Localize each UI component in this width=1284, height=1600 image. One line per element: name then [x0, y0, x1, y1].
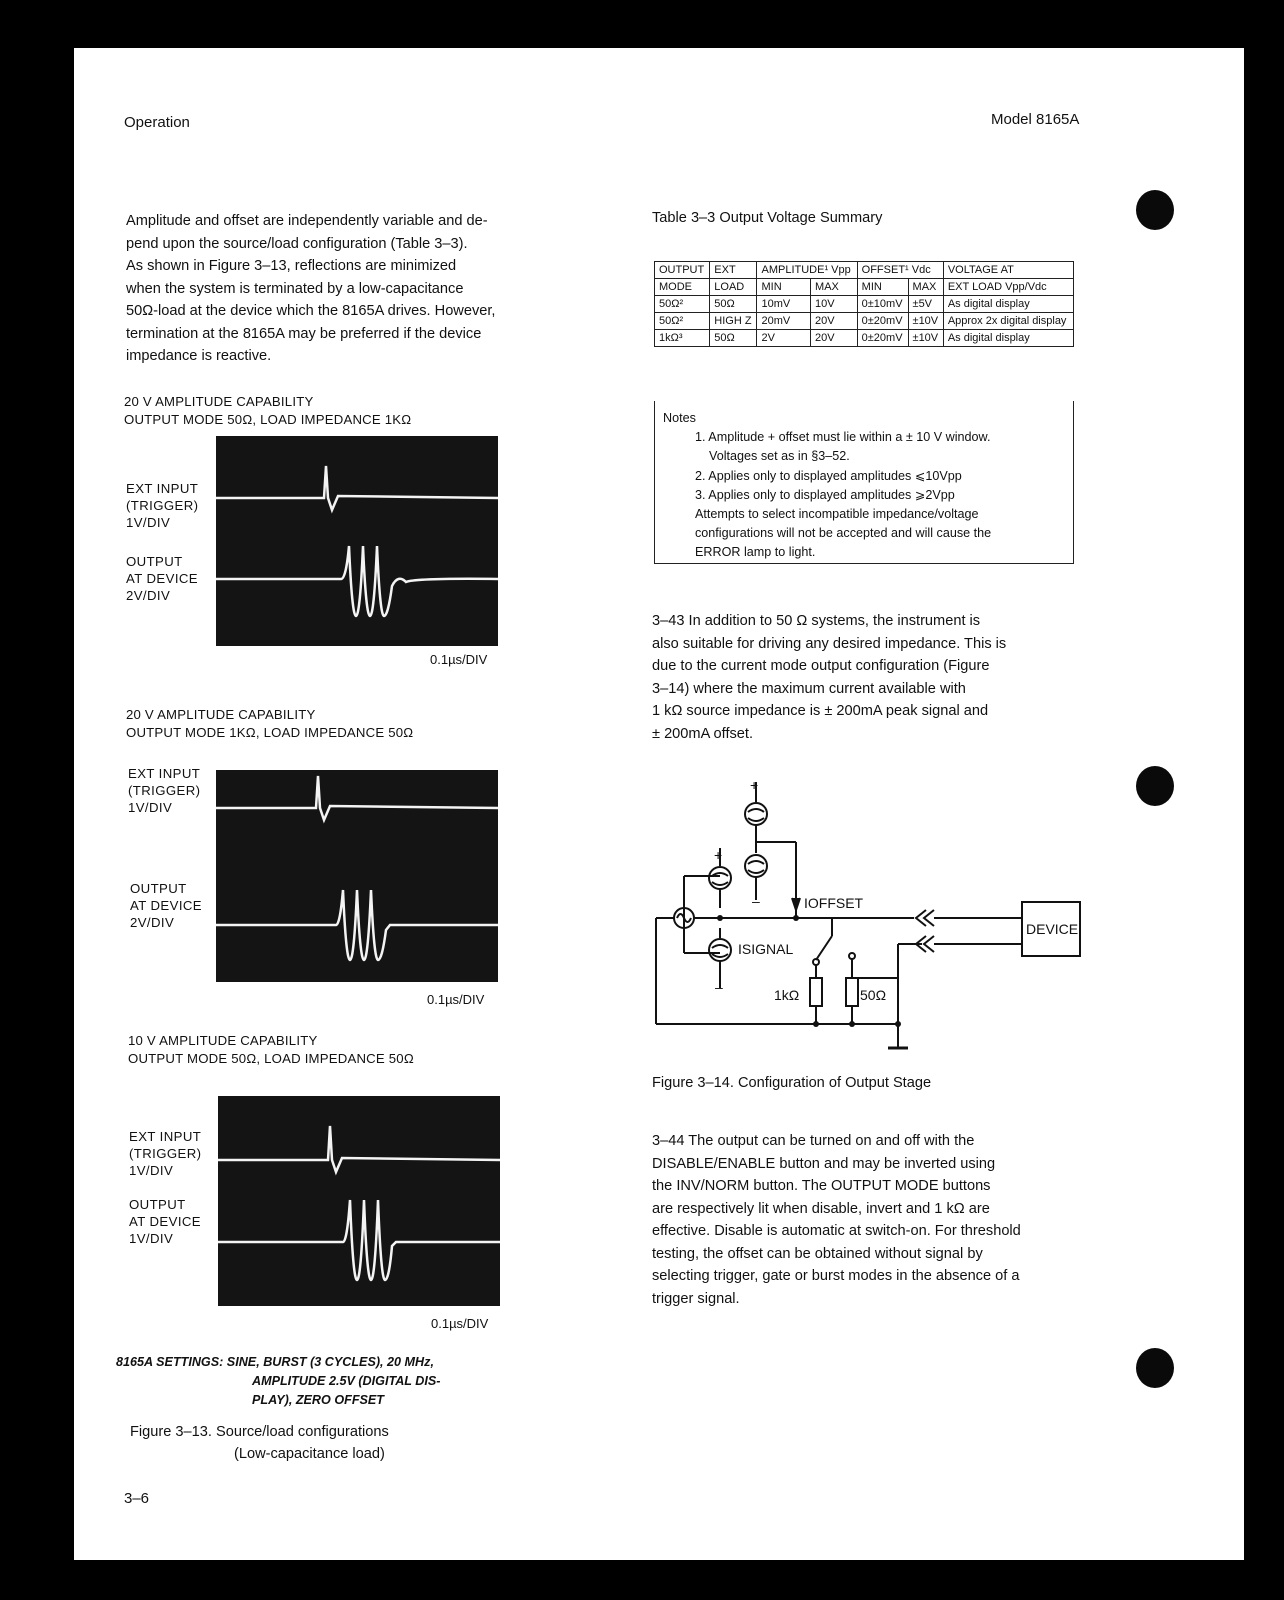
- label-line: (TRIGGER): [126, 498, 199, 513]
- table-notes: [654, 401, 1074, 564]
- manual-page: [74, 48, 1244, 1560]
- offset-current-label: IOFFSET: [804, 895, 864, 911]
- scope-2-ch1-label: [128, 765, 200, 816]
- caption-line: Figure 3–13. Source/load configurations: [130, 1424, 389, 1440]
- scope-3-title: [128, 1032, 414, 1068]
- table-row: [655, 313, 1074, 330]
- binder-hole-icon: [1136, 766, 1174, 806]
- table-cell: 0±10mV: [857, 296, 908, 313]
- label-line: AT DEVICE: [129, 1214, 201, 1229]
- text-line: Amplitude and offset are independently variable and de-: [126, 213, 488, 229]
- text-line: 3–14) where the maximum current available with: [652, 680, 966, 697]
- note-line: ERROR lamp to light.: [695, 545, 816, 560]
- text-line: ± 200mA offset.: [652, 725, 754, 742]
- plus-label-top: +: [750, 778, 759, 793]
- scope-1-timebase: 0.1µs/DIV: [430, 652, 488, 667]
- table-header-row: [655, 262, 1074, 279]
- text-line: pend upon the source/load configuration (Table 3–3).: [126, 235, 468, 252]
- table-caption: Table 3–3 Output Voltage Summary: [652, 210, 883, 226]
- label-line: 1V/DIV: [129, 1231, 174, 1246]
- text-line: DISABLE/ENABLE button and may be inverted using: [652, 1155, 996, 1172]
- text-line: 3–43 In addition to 50 Ω systems, the instrument is: [652, 613, 981, 629]
- table-cell: 50Ω²: [655, 313, 710, 330]
- binder-hole-icon: [1136, 190, 1174, 230]
- caption-line: (Low-capacitance load): [234, 1446, 385, 1462]
- scope-title-line: OUTPUT MODE 1KΩ, LOAD IMPEDANCE 50Ω: [126, 725, 414, 740]
- label-line: EXT INPUT: [126, 481, 199, 496]
- table-cell: 10V: [811, 296, 858, 313]
- note-line: 3. Applies only to displayed amplitudes ⩾2Vpp: [695, 487, 955, 502]
- oscilloscope-trace-1: [216, 436, 498, 646]
- table-header-cell: MODE: [655, 279, 710, 296]
- table-header-cell: VOLTAGE AT: [943, 262, 1073, 279]
- table-cell: ±10V: [908, 330, 943, 347]
- text-line: As shown in Figure 3–13, reflections are minimized: [126, 258, 457, 274]
- scope-3-ch2-label: [129, 1196, 201, 1247]
- paragraph-3-44: [652, 1130, 1102, 1310]
- note-line: Voltages set as in §3–52.: [709, 449, 850, 464]
- label-line: 1V/DIV: [126, 515, 171, 530]
- table-row: [655, 296, 1074, 313]
- scope-title-line: 20 V AMPLITUDE CAPABILITY: [124, 394, 314, 409]
- paragraph-3-43: [652, 610, 1092, 745]
- resistor-50-label: 50Ω: [860, 987, 887, 1003]
- text-line: 3–44 The output can be turned on and off with the: [652, 1133, 975, 1149]
- table-cell: 20mV: [757, 313, 811, 330]
- table-header-cell: EXT: [710, 262, 757, 279]
- table-header-cell: MIN: [757, 279, 811, 296]
- label-line: OUTPUT: [130, 881, 187, 896]
- label-line: AT DEVICE: [126, 571, 198, 586]
- table-header-cell: OFFSET¹ Vdc: [857, 262, 943, 279]
- table-cell: As digital display: [943, 296, 1073, 313]
- table-cell: ±10V: [908, 313, 943, 330]
- scope-3-timebase: 0.1µs/DIV: [431, 1316, 489, 1331]
- text-line: are respectively lit when disable, invert and 1 kΩ are: [652, 1200, 990, 1217]
- table-header-cell: MAX: [811, 279, 858, 296]
- scope-1-ch2-label: [126, 553, 198, 604]
- note-line: 2. Applies only to displayed amplitudes ⩽10Vpp: [695, 468, 962, 483]
- settings-line: AMPLITUDE 2.5V (DIGITAL DIS-: [252, 1374, 441, 1388]
- device-label: DEVICE: [1026, 921, 1079, 937]
- scope-2-timebase: 0.1µs/DIV: [427, 992, 485, 1007]
- settings-line: PLAY), ZERO OFFSET: [252, 1393, 385, 1407]
- table-cell: 20V: [811, 330, 858, 347]
- table-header-row: [655, 279, 1074, 296]
- label-line: EXT INPUT: [129, 1129, 202, 1144]
- scope-title-line: OUTPUT MODE 50Ω, LOAD IMPEDANCE 50Ω: [128, 1051, 414, 1066]
- table-cell: 50Ω: [710, 330, 757, 347]
- text-line: when the system is terminated by a low-capacitance: [126, 280, 464, 297]
- output-stage-circuit: [652, 778, 1092, 1058]
- table-cell: 2V: [757, 330, 811, 347]
- table-cell: 1kΩ³: [655, 330, 710, 347]
- table-row: [655, 330, 1074, 347]
- table-cell: 20V: [811, 313, 858, 330]
- header-section: Operation: [124, 114, 190, 131]
- text-line: termination at the 8165A may be preferred if the device: [126, 325, 482, 342]
- label-line: 1V/DIV: [128, 800, 173, 815]
- table-cell: 0±20mV: [857, 313, 908, 330]
- table-header-cell: EXT LOAD Vpp/Vdc: [943, 279, 1073, 296]
- oscilloscope-trace-2: [216, 770, 498, 982]
- table-cell: 50Ω: [710, 296, 757, 313]
- page-number: 3–6: [124, 1490, 150, 1507]
- scope-title-line: OUTPUT MODE 50Ω, LOAD IMPEDANCE 1KΩ: [124, 412, 412, 427]
- label-line: OUTPUT: [129, 1197, 186, 1212]
- minus-label-offset: –: [752, 893, 760, 909]
- text-line: the INV/NORM button. The OUTPUT MODE buttons: [652, 1178, 991, 1194]
- label-line: 2V/DIV: [130, 915, 175, 930]
- note-line: 1. Amplitude + offset must lie within a ± 10 V window.: [695, 430, 991, 445]
- scope-2-ch2-label: [130, 880, 202, 931]
- text-line: trigger signal.: [652, 1290, 740, 1307]
- instrument-settings: [116, 1353, 440, 1410]
- table-cell: As digital display: [943, 330, 1073, 347]
- table-cell: Approx 2x digital display: [943, 313, 1073, 330]
- label-line: (TRIGGER): [128, 783, 201, 798]
- figure-3-13-caption: [130, 1421, 389, 1465]
- table-header-cell: MIN: [857, 279, 908, 296]
- settings-line: 8165A SETTINGS: SINE, BURST (3 CYCLES), 20 MHz,: [116, 1355, 434, 1369]
- table-header-cell: OUTPUT: [655, 262, 710, 279]
- table-cell: HIGH Z: [710, 313, 757, 330]
- intro-paragraph: [126, 210, 596, 368]
- table-cell: 50Ω²: [655, 296, 710, 313]
- label-line: AT DEVICE: [130, 898, 202, 913]
- text-line: testing, the offset can be obtained without signal by: [652, 1245, 983, 1262]
- label-line: 1V/DIV: [129, 1163, 174, 1178]
- scope-2-title: [126, 706, 413, 742]
- text-line: selecting trigger, gate or burst modes in the absence of a: [652, 1268, 1020, 1284]
- label-line: (TRIGGER): [129, 1146, 202, 1161]
- resistor-1k-label: 1kΩ: [774, 987, 800, 1003]
- table-header-cell: LOAD: [710, 279, 757, 296]
- oscilloscope-trace-3: [218, 1096, 500, 1306]
- table-cell: 0±20mV: [857, 330, 908, 347]
- text-line: 1 kΩ source impedance is ± 200mA peak signal and: [652, 703, 989, 719]
- scope-1-title: [124, 393, 411, 429]
- table-cell: ±5V: [908, 296, 943, 313]
- minus-label-signal: –: [715, 979, 723, 995]
- header-model: Model 8165A: [991, 111, 1080, 128]
- plus-label-signal: +: [714, 847, 723, 863]
- notes-title: Notes: [663, 411, 696, 425]
- scope-3-ch1-label: [129, 1128, 201, 1179]
- figure-3-14-caption: Figure 3–14. Configuration of Output Stage: [652, 1075, 932, 1091]
- table-cell: 10mV: [757, 296, 811, 313]
- table-header-cell: AMPLITUDE¹ Vpp: [757, 262, 857, 279]
- note-line: Attempts to select incompatible impedance/voltage: [695, 507, 979, 522]
- scope-title-line: 10 V AMPLITUDE CAPABILITY: [128, 1033, 318, 1048]
- label-line: EXT INPUT: [128, 766, 201, 781]
- binder-hole-icon: [1136, 1348, 1174, 1388]
- label-line: 2V/DIV: [126, 588, 171, 603]
- label-line: OUTPUT: [126, 554, 183, 569]
- text-line: 50Ω-load at the device which the 8165A drives. However,: [126, 303, 496, 319]
- note-line: configurations will not be accepted and will cause the: [695, 526, 992, 541]
- table-header-cell: MAX: [908, 279, 943, 296]
- text-line: due to the current mode output configuration (Figure: [652, 658, 990, 674]
- scope-1-ch1-label: [126, 480, 198, 531]
- scope-title-line: 20 V AMPLITUDE CAPABILITY: [126, 707, 316, 722]
- text-line: impedance is reactive.: [126, 348, 272, 364]
- text-line: also suitable for driving any desired impedance. This is: [652, 635, 1007, 652]
- text-line: effective. Disable is automatic at switch-on. For threshold: [652, 1223, 1021, 1239]
- output-voltage-table: [654, 261, 1074, 347]
- signal-current-label: ISIGNAL: [738, 941, 794, 957]
